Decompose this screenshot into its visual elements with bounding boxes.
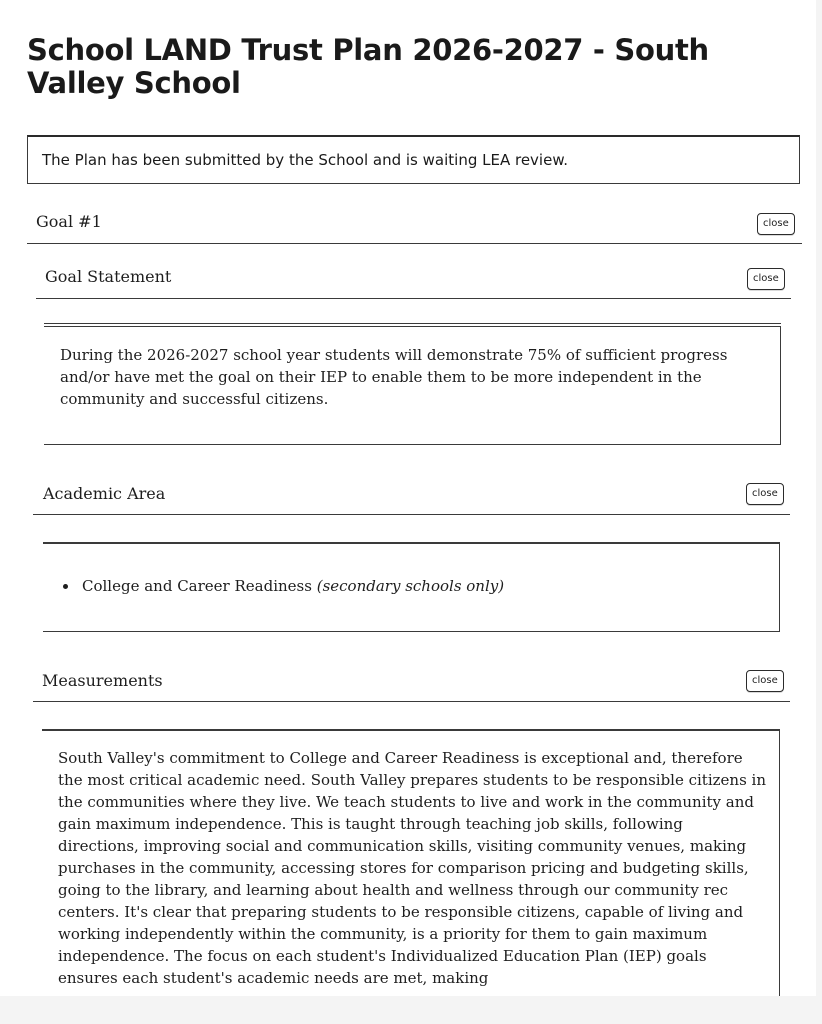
goal-heading: Goal #1	[36, 212, 102, 231]
measurements-text: South Valley's commitment to College and Career Readiness is exceptional and, therefore the most critical academic need. South Valley prepares students to be responsible citizens in the communities where they live. We teach students to live and work in the community and gain maximum independence. This is taught through teaching job skills, following directions, improving social and communication skills, visiting community venues, making purchases in the community, accessing stores for comparison pricing and budgeting skills, going to the library, and learning about health and wellness through our community rec centers. It's clear that preparing students to be responsible citizens, capable of living and working independently within the community, is a priority for them to gain maximum independence. The focus on each student's Individualized Education Plan (IEP) goals ensures each student's academic needs are met, making	[58, 749, 766, 987]
goal-close-button[interactable]: close	[757, 213, 795, 235]
measurements-divider	[33, 701, 790, 702]
status-banner: The Plan has been submitted by the School and is waiting LEA review.	[27, 135, 800, 184]
goal-divider	[27, 243, 802, 244]
academic-area-item-label: College and Career Readiness	[82, 577, 312, 595]
bullet-icon	[63, 584, 68, 589]
page-title: School LAND Trust Plan 2026-2027 - South Valley School	[27, 33, 709, 100]
goal-statement-divider	[36, 298, 791, 299]
academic-area-item-note: (secondary schools only)	[316, 577, 505, 595]
measurements-label: Measurements	[42, 671, 163, 690]
goal-statement-box-topline	[44, 323, 781, 324]
measurements-close-button[interactable]: close	[746, 670, 784, 692]
academic-area-close-button[interactable]: close	[746, 483, 784, 505]
goal-statement-text: During the 2026-2027 school year students will demonstrate 75% of sufficient progress and/or have met the goal on their IEP to enable them to be more independent in the community and successful citizens.	[60, 346, 728, 408]
goal-statement-close-button[interactable]: close	[747, 268, 785, 290]
academic-area-box-topline	[43, 542, 780, 543]
academic-area-item	[63, 577, 504, 595]
academic-area-label: Academic Area	[43, 484, 166, 503]
measurements-box-topline	[42, 729, 780, 730]
goal-statement-label: Goal Statement	[45, 267, 172, 286]
academic-area-divider	[33, 514, 790, 515]
